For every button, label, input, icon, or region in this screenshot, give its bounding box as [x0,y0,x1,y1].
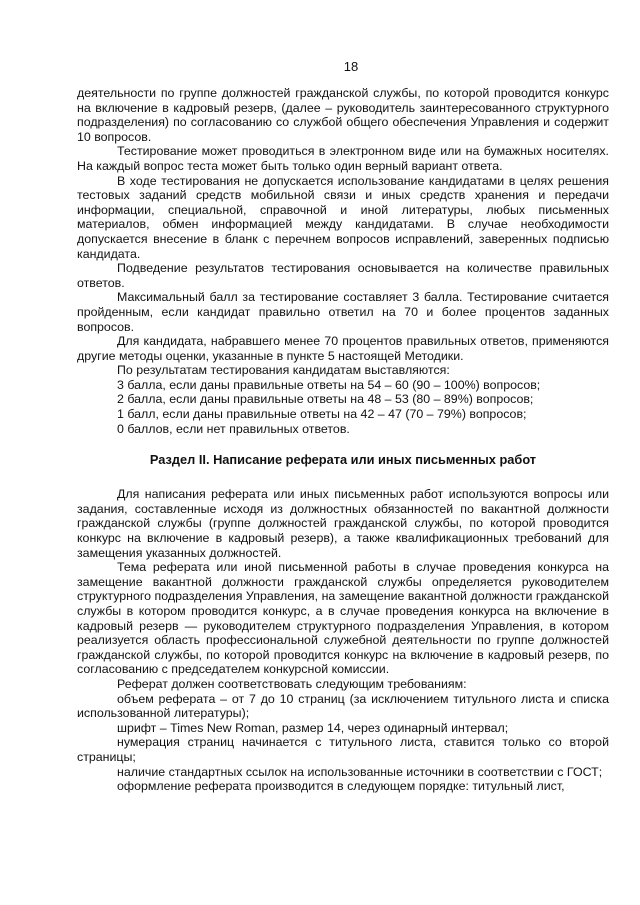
paragraph-requirements-intro: Реферат должен соответствовать следующим требованиям: [117,676,467,691]
requirement-item: наличие стандартных ссылок на использованные источники в соответствии с ГОСТ; [117,764,603,779]
requirement-item: объем реферата – от 7 до 10 страниц (за исключением титульного листа и списка использованной литературы); [77,691,609,721]
paragraph-other-methods: Для кандидата, набравшего менее 70 процентов правильных ответов, применяются другие методы оценки, указанные в пункте 5 настоящей Методики. [77,334,609,363]
score-line: 0 баллов, если нет правильных ответов. [117,421,350,436]
score-line: 1 балл, если даны правильные ответы на 42 – 47 (70 – 79%) вопросов; [117,407,527,422]
paragraph-continuation: деятельности по группе должностей гражданской службы, по которой проводится конкурс на включение в кадровый резерв, (далее – руководитель заинтересованного структурного подразделения) по согласованию со службой общего обеспечения Управления и содержит 10 вопросов. [77,86,609,144]
requirement-item: оформление реферата производится в следующем порядке: титульный лист, [117,779,565,794]
section-heading: Раздел II. Написание реферата или иных письменных работ [149,452,537,468]
paragraph-essay-topic: Тема реферата или иной письменной работы в случае проведения конкурса на замещение вакантной должности гражданской службы определяется руководителем структурного подразделения Управления, на замещение вакантной должности гражданской службы в котором проводится конкурс, а в случае проведения конкурса на включение в кадровый резерв — руководителем структурного подразделения Управления, в котором реализуется область профессиональной служебной деятельности по группе должностей гражданской службы, по которой проводится конкурс на включение в кадровый резерв, по согласованию с председателем конкурсной комиссии. [77,560,609,677]
document-body [77,86,609,794]
score-line: 3 балла, если даны правильные ответы на 54 – 60 (90 – 100%) вопросов; [117,377,541,392]
paragraph-testing-format: Тестирование может проводиться в электронном виде или на бумажных носителях. На каждый вопрос теста может быть только один верный вариант ответа. [77,144,609,173]
paragraph-scoring-intro: По результатам тестирования кандидатам выставляются: [117,363,450,378]
paragraph-max-score: Максимальный балл за тестирование составляет 3 балла. Тестирование считается пройденным, если кандидат правильно ответил на 70 и более процентов заданных вопросов. [77,290,609,334]
score-line: 2 балла, если даны правильные ответы на 48 – 53 (80 – 89%) вопросов; [117,392,534,407]
paragraph-testing-rules: В ходе тестирования не допускается использование кандидатами в целях решения тестовых заданий средств мобильной связи и иных средств хранения и передачи информации, специальной, справочной и иной литературы, любых письменных материалов, обмен информацией между кандидатами. В случае необходимости допускается внесение в бланк с перечнем вопросов исправлений, заверенных подписью кандидата. [77,173,609,261]
requirement-item: шрифт – Times New Roman, размер 14, через одинарный интервал; [117,720,509,735]
page-number: 18 [343,59,359,74]
paragraph-essay-questions: Для написания реферата или иных письменных работ используются вопросы или задания, составленные исходя из должностных обязанностей по вакантной должности гражданской службы (группе должностей гражданской службы, по которой проводится конкурс на включение в кадровый резерв), а также квалификационных требований для замещения указанных должностей. [77,487,609,560]
paragraph-results-basis: Подведение результатов тестирования основывается на количестве правильных ответов. [77,261,609,290]
requirement-item: нумерация страниц начинается с титульного листа, ставится только со второй страницы; [77,735,609,764]
